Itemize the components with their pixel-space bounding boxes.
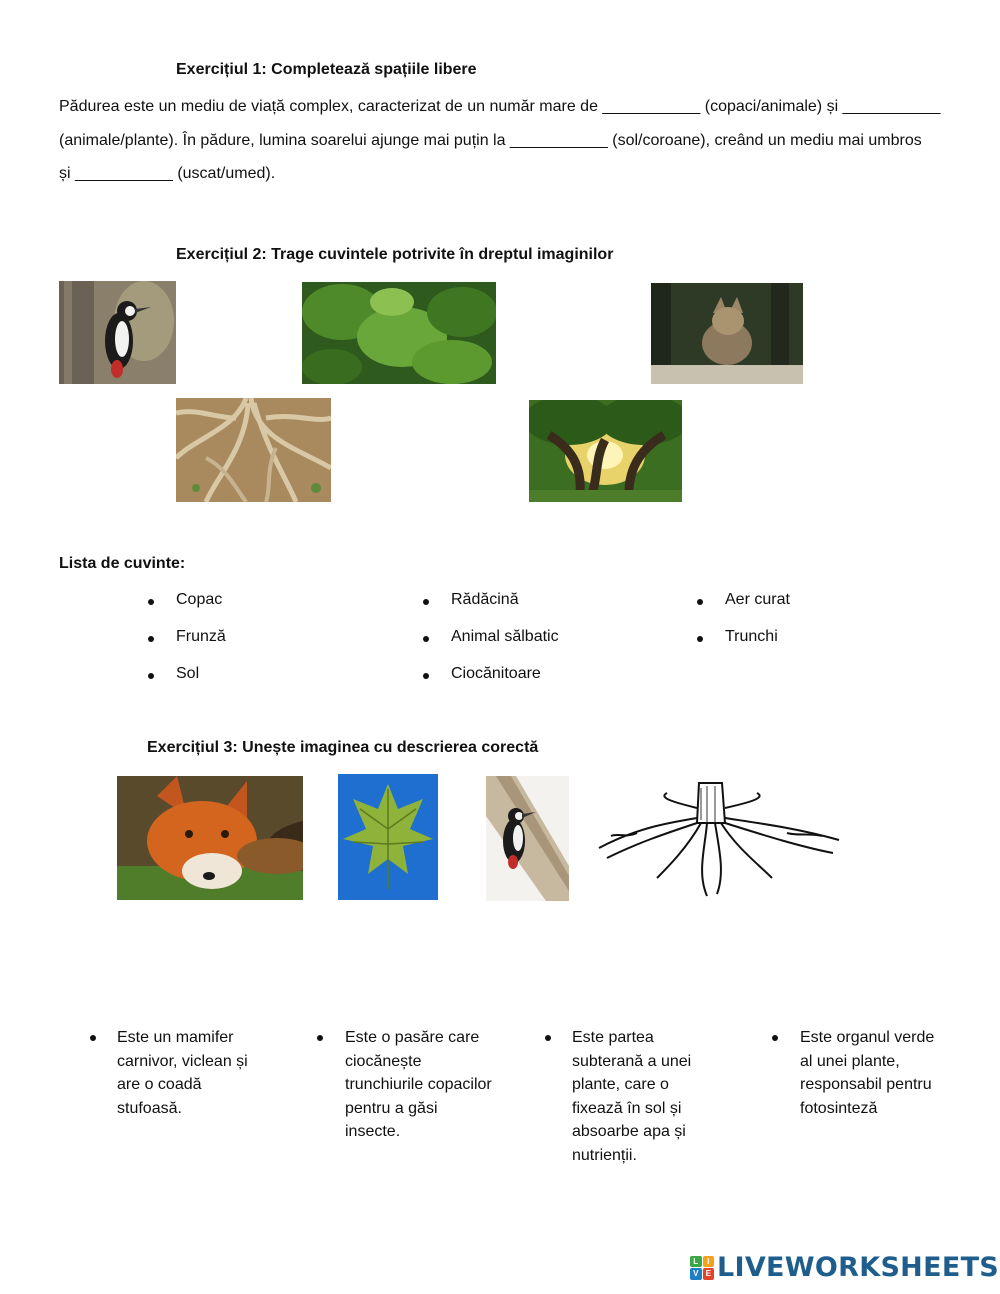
logo-letter: I bbox=[703, 1256, 715, 1268]
bullet bbox=[772, 1035, 778, 1041]
bullet bbox=[148, 673, 154, 679]
word-aer-curat[interactable]: Aer curat bbox=[725, 591, 790, 608]
word-sol[interactable]: Sol bbox=[176, 665, 200, 682]
description-woodpecker[interactable]: Este o pasăre care ciocănește trunchiurile copacilor pentru a găsi insecte. bbox=[345, 1029, 492, 1140]
exercise1-line-1: Pădurea este un mediu de viață complex, caracterizat de un număr mare de ___________ (copaci/animale) și ___________ bbox=[59, 98, 941, 115]
bullet bbox=[317, 1035, 323, 1041]
maple-leaf-photo[interactable] bbox=[338, 774, 438, 900]
description-root[interactable]: Este partea subterană a unei plante, care o fixează în sol și absoarbe apa și nutrienții. bbox=[572, 1029, 692, 1164]
logo-letter: E bbox=[703, 1268, 715, 1280]
bullet bbox=[697, 636, 703, 642]
woodpecker-photo-2[interactable] bbox=[486, 776, 569, 901]
woodpecker-photo bbox=[59, 281, 176, 384]
big-tree-photo bbox=[529, 400, 682, 502]
oak-leaves-photo bbox=[302, 282, 496, 384]
liveworksheets-logo[interactable] bbox=[690, 1252, 999, 1283]
logo-mark-icon bbox=[690, 1256, 714, 1280]
bullet bbox=[148, 599, 154, 605]
logo-letter: V bbox=[690, 1268, 702, 1280]
bullet bbox=[545, 1035, 551, 1041]
bullet bbox=[423, 599, 429, 605]
bullet bbox=[148, 636, 154, 642]
description-leaf[interactable]: Este organul verde al unei plante, responsabil pentru fotosinteză bbox=[800, 1029, 935, 1117]
exercise2-heading: Exercițiul 2: Trage cuvintele potrivite în dreptul imaginilor bbox=[176, 246, 614, 263]
word-radacina[interactable]: Rădăcină bbox=[451, 591, 519, 608]
exercise1-line-3: și ___________ (uscat/umed). bbox=[59, 165, 276, 182]
word-copac[interactable]: Copac bbox=[176, 591, 223, 608]
bullet bbox=[90, 1035, 96, 1041]
root-drawing[interactable] bbox=[597, 778, 841, 900]
bullet bbox=[423, 673, 429, 679]
word-trunchi[interactable]: Trunchi bbox=[725, 628, 778, 645]
exercise1-text bbox=[59, 90, 949, 191]
word-list-title: Lista de cuvinte: bbox=[59, 555, 186, 572]
exercise1-heading: Exercițiul 1: Completează spațiile libere bbox=[176, 61, 477, 78]
exercise1-line-2: (animale/plante). În pădure, lumina soarelui ajunge mai puțin la ___________ (sol/coroane), creând un mediu mai umbros bbox=[59, 131, 922, 149]
logo-letter: L bbox=[690, 1256, 702, 1268]
word-animal-salbatic[interactable]: Animal sălbatic bbox=[451, 628, 559, 645]
roots-photo bbox=[176, 398, 331, 502]
bullet bbox=[423, 636, 429, 642]
word-frunza[interactable]: Frunză bbox=[176, 628, 226, 645]
word-ciocanitoare[interactable]: Ciocănitoare bbox=[451, 665, 541, 682]
description-fox[interactable]: Este un mamifer carnivor, viclean și are o coadă stufoasă. bbox=[117, 1029, 248, 1117]
bullet bbox=[697, 599, 703, 605]
exercise3-heading: Exercițiul 3: Unește imaginea cu descrierea corectă bbox=[147, 739, 539, 756]
logo-text: LIVEWORKSHEETS bbox=[717, 1252, 1000, 1283]
wolf-photo bbox=[651, 283, 803, 384]
fox-photo[interactable] bbox=[117, 776, 303, 900]
